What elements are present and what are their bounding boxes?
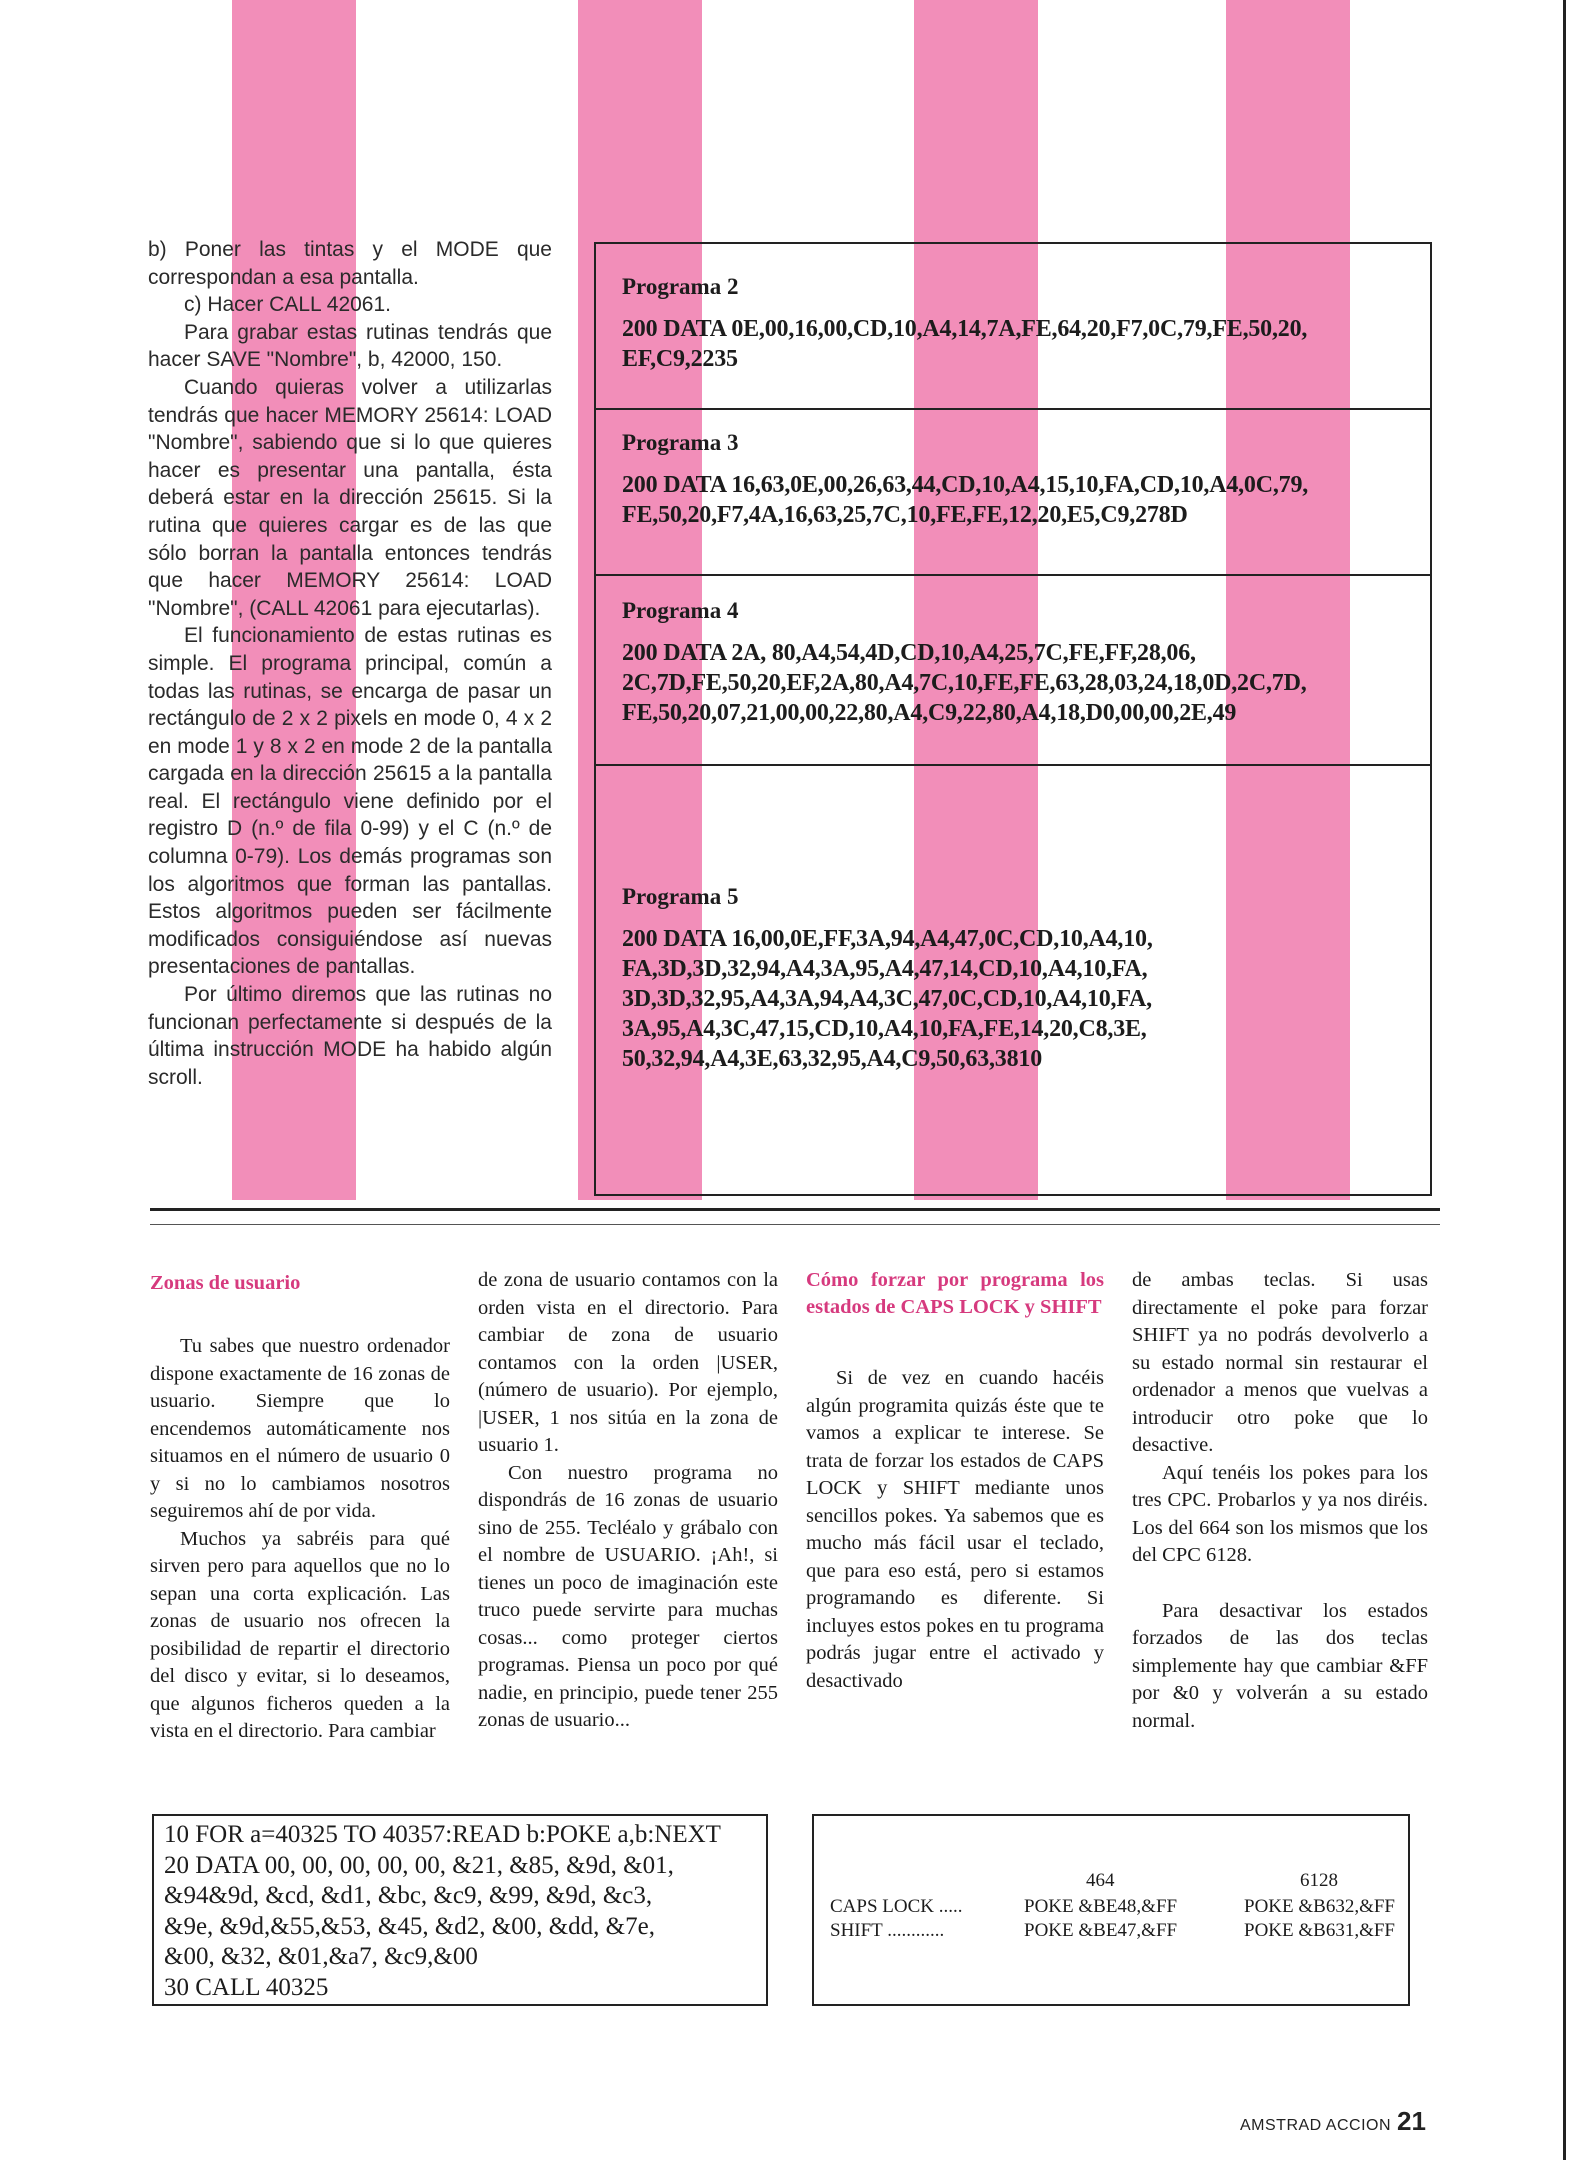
code-line: &9e, &9d,&55,&53, &45, &d2, &00, &dd, &7e, — [164, 1912, 655, 1940]
article-heading: Cómo forzar por programa los estados de CAPS LOCK y SHIFT — [806, 1269, 1104, 1318]
paragraph: Con nuestro programa no dispondrás de 16 zonas de usuario sino de 255. Tecléalo y grábalo con el nombre de USUARIO. ¡Ah!, si tienes un poco de imaginación este truco puede servirte para muchas cosas... como proteger ciertos programas. Piensa un poco por qué nadie, en principio, puede tener 255 zonas de usuario... — [478, 1461, 778, 1731]
value-6128: POKE &B632,&FF — [1244, 1896, 1395, 1917]
code-line: FE,50,20,07,21,00,00,22,80,A4,C9,22,80,A4,18,D0,00,00,2E,49 — [622, 700, 1237, 726]
paragraph: Aquí tenéis los pokes para los tres CPC. Probarlos y ya nos diréis. Los del 664 son los mismos que los del CPC 6128. — [1132, 1461, 1428, 1566]
program-title: Programa 4 — [622, 598, 739, 623]
paragraph: Tu sabes que nuestro ordenador dispone exactamente de 16 zonas de usuario. Siempre que lo encendemos automáticamente nos situamos en el número de usuario 0 y si no lo cambiamos nosotros seguiremos ahí de por vida. — [150, 1335, 450, 1522]
code-line: 3D,3D,32,95,A4,3A,94,A4,3C,47,0C,CD,10,A4,10,FA, — [622, 986, 1152, 1012]
code-line: 20 DATA 00, 00, 00, 00, 00, &21, &85, &9d, &01, — [164, 1851, 674, 1879]
row-label: SHIFT ............ — [830, 1920, 945, 1941]
code-line: 10 FOR a=40325 TO 40357:READ b:POKE a,b:NEXT — [164, 1821, 721, 1848]
program-code — [622, 638, 1430, 728]
program-3 — [596, 410, 1430, 576]
code-line: 200 DATA 2A, 80,A4,54,4D,CD,10,A4,25,7C,FE,FF,28,06, — [622, 640, 1196, 666]
article-heading: Zonas de usuario — [150, 1272, 301, 1294]
paragraph: El funcionamiento de estas rutinas es simple. El programa principal, común a todas las rutinas, se encarga de pasar un rectángulo de 2 x 2 pixels en mode 0, 4 x 2 en mode 1 y 8 x 2 en mode 2 de la pantalla cargada en la dirección 25615 a la pantalla real. El rectángulo viene definido por el registro D (n.º de fila 0-99) y el C (n.º de columna 0-79). Los demás programas son los algoritmos que forman las pantallas. Estos algoritmos pueden ser fácilmente modificados consiguiéndose así nuevas presentaciones de pantallas. — [148, 624, 552, 979]
row-label: CAPS LOCK ..... — [830, 1896, 963, 1917]
paragraph: Cuando quieras volver a utilizarlas tendrás que hacer MEMORY 25614: LOAD "Nombre", sabiendo que si lo que quieres hacer es presentar una pantalla, ésta deberá estar en la dirección 25615. Si la rutina que quieres cargar es de las que sólo borran la pantalla entonces tendrás que hacer MEMORY 25614: LOAD "Nombre", (CALL 42061 para ejecutarlas). — [148, 375, 552, 620]
paragraph: Muchos ya sabréis para qué sirven pero para aquellos que no lo sepan una corta explicación. Las zonas de usuario nos ofrecen la posibilidad de repartir el directorio del disco y evitar, si lo deseamos, que algunos ficheros queden a la vista en el directorio. Para cambiar — [150, 1527, 450, 1742]
code-line: &00, &32, &01,&a7, &c9,&00 — [164, 1943, 478, 1970]
paragraph: Si de vez en cuando hacéis algún programita quizás éste que te vamos a explicar te interese. Se trata de forzar los estados de CAPS LOCK y SHIFT mediante unos sencillos pokes. Ya sabemos que es mucho más fácil usar el teclado, que para eso está, pero si estamos programando es diferente. Si incluyes estos pokes en tu programa podrás jugar entre el activado y desactivado — [806, 1367, 1104, 1692]
paragraph: Para desactivar los estados forzados de las dos teclas simplemente hay que cambiar &FF por &0 y volverán a su estado normal. — [1132, 1599, 1428, 1732]
code-line: FA,3D,3D,32,94,A4,3A,95,A4,47,14,CD,10,A4,10,FA, — [622, 956, 1148, 982]
page-number: 21 — [1397, 2106, 1426, 2136]
programs-box — [594, 242, 1432, 1196]
code-line: &94&9d, &cd, &d1, &bc, &c9, &99, &9d, &c3, — [164, 1882, 653, 1909]
program-title: Programa 3 — [622, 430, 739, 455]
code-line: 3A,95,A4,3C,47,15,CD,10,A4,10,FA,FE,14,20,C8,3E, — [622, 1016, 1147, 1042]
paragraph: de zona de usuario contamos con la orden vista en el directorio. Para cambiar de zona de usuario contamos con la orden |USER, (número de usuario). Por ejemplo, |USER, 1 nos sitúa en la zona de usuario 1. — [478, 1269, 778, 1456]
article-column-1 — [150, 1270, 450, 1746]
value-464: POKE &BE48,&FF — [1024, 1896, 1178, 1917]
magazine-name: AMSTRAD ACCION — [1240, 2117, 1392, 2134]
column-header-6128: 6128 — [1300, 1870, 1338, 1891]
program-title: Programa 2 — [622, 274, 739, 299]
code-line: 50,32,94,A4,3E,63,32,95,A4,C9,50,63,3810 — [622, 1046, 1043, 1072]
paragraph: b) Poner las tintas y el MODE que correspondan a esa pantalla. — [148, 238, 552, 289]
section-divider — [150, 1208, 1440, 1211]
code-line: 200 DATA 16,00,0E,FF,3A,94,A4,47,0C,CD,10,A4,10, — [622, 926, 1153, 952]
page-edge — [1563, 0, 1566, 2160]
code-line: FE,50,20,F7,4A,16,63,25,7C,10,FE,FE,12,20,E5,C9,278D — [622, 502, 1188, 528]
program-2 — [596, 244, 1430, 410]
article-column-4 — [1132, 1267, 1428, 1735]
paragraph: de ambas teclas. Si usas directamente el poke para forzar SHIFT ya no podrás devolverlo a su estado normal sin restaurar el ordenador a menos que vuelvas a introducir otro poke que lo desactive. — [1132, 1269, 1428, 1456]
program-4 — [596, 576, 1430, 766]
article-column-3 — [806, 1267, 1104, 1695]
paragraph: Por último diremos que las rutinas no funcionan perfectamente si después de la última instrucción MODE ha habido algún scroll. — [148, 983, 552, 1089]
page-footer — [1240, 2106, 1426, 2137]
paragraph: Para grabar estas rutinas tendrás que hacer SAVE "Nombre", b, 42000, 150. — [148, 320, 552, 372]
code-line: 2C,7D,FE,50,20,EF,2A,80,A4,7C,10,FE,FE,63,28,03,24,18,0D,2C,7D, — [622, 670, 1307, 696]
program-code — [622, 470, 1430, 530]
column-header-464: 464 — [1086, 1870, 1115, 1891]
basic-listing-box — [152, 1814, 768, 2006]
value-6128: POKE &B631,&FF — [1244, 1920, 1395, 1941]
code-line: 30 CALL 40325 — [164, 1973, 329, 2001]
article-column-2 — [478, 1267, 778, 1735]
poke-table — [812, 1814, 1410, 2006]
value-464: POKE &BE47,&FF — [1024, 1920, 1178, 1941]
program-title: Programa 5 — [622, 884, 739, 909]
code-line: 200 DATA 0E,00,16,00,CD,10,A4,14,7A,FE,64,20,F7,0C,79,FE,50,20, — [622, 316, 1308, 342]
code-line: 200 DATA 16,63,0E,00,26,63,44,CD,10,A4,15,10,FA,CD,10,A4,0C,79, — [622, 472, 1309, 498]
left-column-text — [148, 236, 552, 1091]
program-code — [622, 924, 1430, 1074]
program-5 — [596, 766, 1430, 1194]
paragraph: c) Hacer CALL 42061. — [184, 293, 391, 317]
section-divider — [150, 1224, 1440, 1225]
program-code — [622, 314, 1430, 374]
code-line: EF,C9,2235 — [622, 346, 738, 372]
